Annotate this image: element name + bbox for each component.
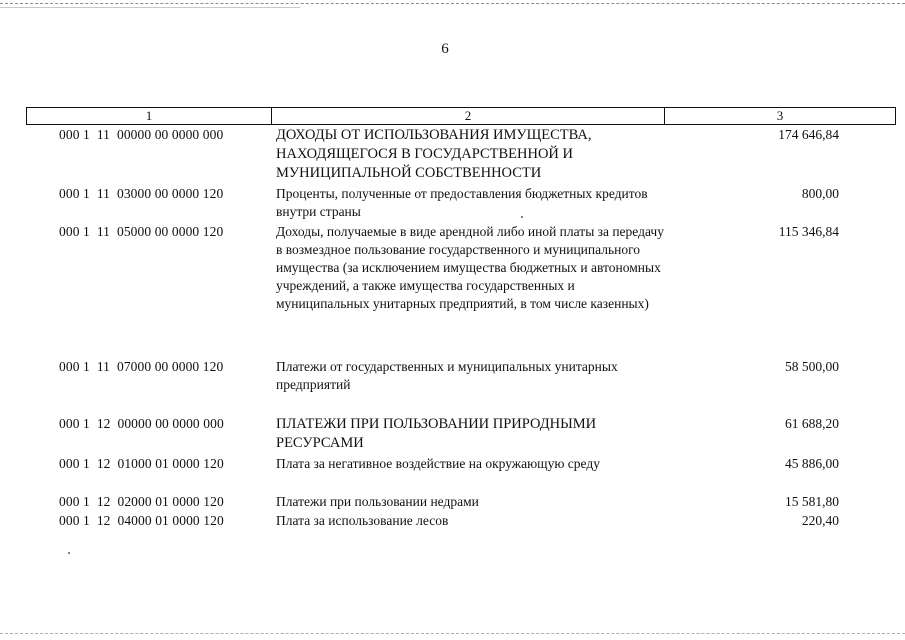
scan-speck: [521, 216, 523, 218]
table-header: [26, 107, 896, 125]
scan-edge-bottom: [0, 633, 905, 634]
row-amount: 61 688,20: [785, 416, 839, 431]
row-amount: 58 500,00: [785, 359, 839, 374]
row-name: Доходы, получаемые в виде арендной либо иной платы за передачу в возмездное пользование государственного и муниципального имущества (за исключением имущества бюджетных и автономных учреждений, а также имущества государственных и муниципальных унитарных предприятий, в том числе казенных): [276, 224, 664, 311]
row-name: Плата за негативное воздействие на окружающую среду: [276, 456, 600, 471]
row-code: 000 1 11 05000 00 0000 120: [59, 224, 224, 239]
page-number: 6: [441, 41, 449, 57]
scan-speck: [68, 552, 70, 554]
scan-edge-top-faint: [0, 7, 300, 8]
row-name: Плата за использование лесов: [276, 513, 449, 528]
row-amount: 174 646,84: [778, 127, 839, 142]
row-amount: 115 346,84: [778, 224, 839, 239]
row-code: 000 1 12 04000 01 0000 120: [59, 513, 224, 528]
row-name: ПЛАТЕЖИ ПРИ ПОЛЬЗОВАНИИ ПРИРОДНЫМИ РЕСУРСАМИ: [276, 416, 597, 451]
scan-edge-top: [0, 3, 905, 4]
row-amount: 800,00: [801, 186, 839, 201]
row-code: 000 1 12 02000 01 0000 120: [59, 494, 224, 509]
row-amount: 15 581,80: [785, 494, 839, 509]
column-header-name: 2: [272, 108, 665, 124]
row-name: Платежи при пользовании недрами: [276, 494, 479, 509]
row-amount: 45 886,00: [785, 456, 839, 471]
row-name: Проценты, полученные от предоставления бюджетных кредитов внутри страны: [276, 186, 648, 219]
row-code: 000 1 11 07000 00 0000 120: [59, 359, 224, 374]
row-code: 000 1 11 00000 00 0000 000: [59, 127, 224, 142]
row-name: Платежи от государственных и муниципальных унитарных предприятий: [276, 359, 618, 392]
row-code: 000 1 11 03000 00 0000 120: [59, 186, 224, 201]
row-amount: 220,40: [801, 513, 839, 528]
row-code: 000 1 12 00000 00 0000 000: [59, 416, 224, 431]
row-name: ДОХОДЫ ОТ ИСПОЛЬЗОВАНИЯ ИМУЩЕСТВА, НАХОДЯЩЕГОСЯ В ГОСУДАРСТВЕННОЙ И МУНИЦИПАЛЬНОЙ СОБСТВЕННОСТИ: [276, 127, 592, 181]
column-header-code: 1: [27, 108, 272, 124]
column-header-amount: 3: [776, 108, 784, 123]
row-code: 000 1 12 01000 01 0000 120: [59, 456, 224, 471]
